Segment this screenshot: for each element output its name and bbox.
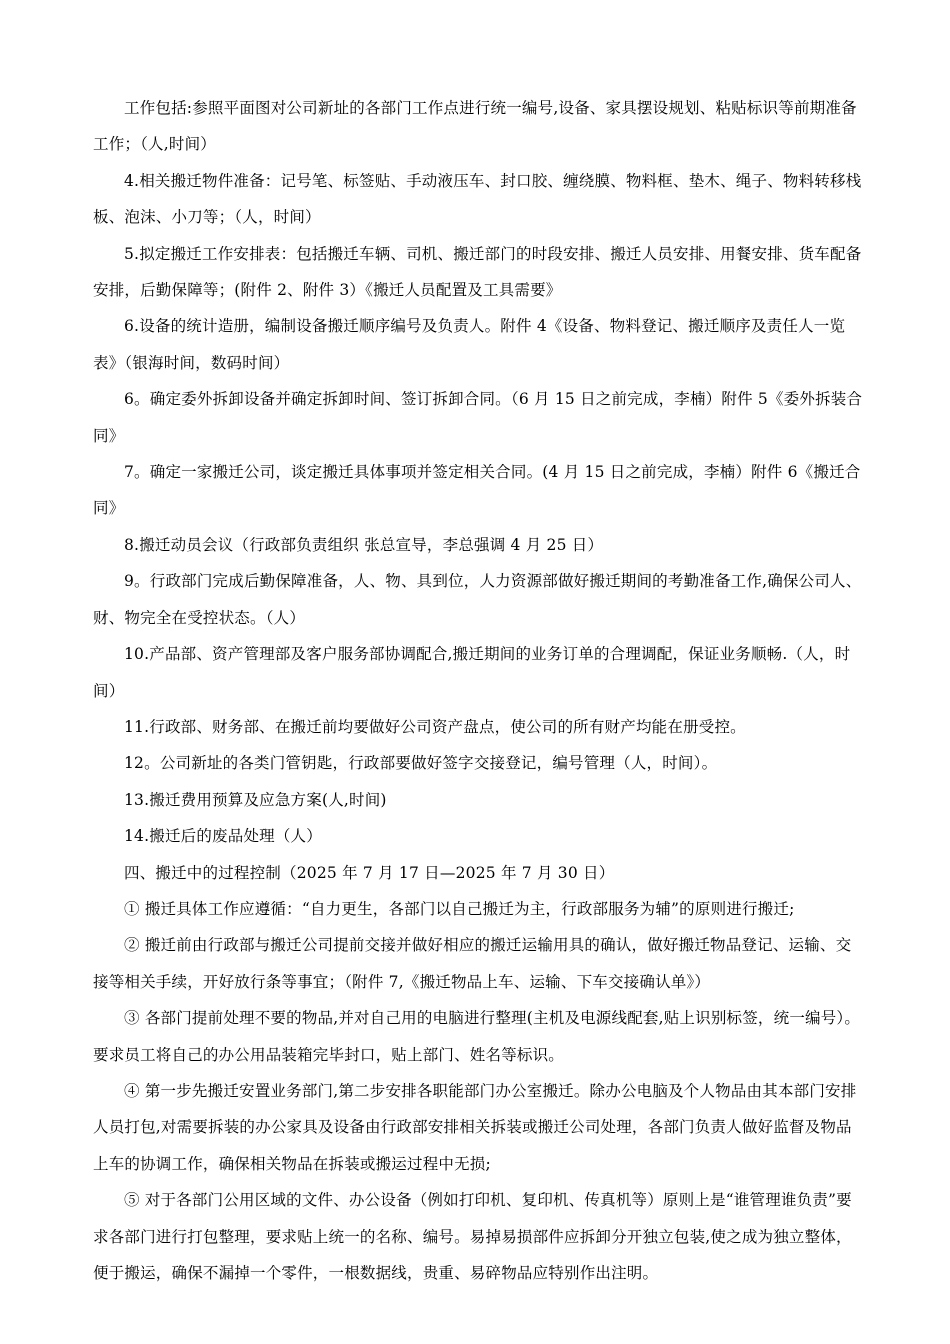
document-body — [93, 90, 863, 1291]
paragraph-item-9: 9。行政部门完成后勤保障准备，人、物、具到位，人力资源部做好搬迁期间的考勤准备工作,确保公司人、财、物完全在受控状态。（人） — [93, 572, 862, 627]
paragraph-preparation-work: 工作包括:参照平面图对公司新址的各部门工作点进行统一编号,设备、家具摆设规划、粘贴标识等前期准备工作；（人,时间） — [93, 99, 857, 154]
paragraph-item-7: 7。确定一家搬迁公司，谈定搬迁具体事项并签定相关合同。(4 月 15 日之前完成，李楠）附件 6《搬迁合同》 — [93, 463, 861, 518]
paragraph-circled-2: ② 搬迁前由行政部与搬迁公司提前交接并做好相应的搬迁运输用具的确认，做好搬迁物品登记、运输、交接等相关手续，开好放行条等事宜；（附件 7,《搬迁物品上车、运输、下车交接确认单》） — [93, 936, 852, 991]
paragraph-item-6a: 6.设备的统计造册，编制设备搬迁顺序编号及负责人。附件 4《设备、物料登记、搬迁顺序及责任人一览表》（银海时间，数码时间） — [93, 317, 846, 372]
paragraph-circled-3: ③ 各部门提前处理不要的物品,并对自己用的电脑进行整理(主机及电源线配套,贴上识别标签，统一编号）。要求员工将自己的办公用品装箱完毕封口，贴上部门、姓名等标识。 — [93, 1009, 861, 1064]
paragraph-item-10: 10.产品部、资产管理部及客户服务部协调配合,搬迁期间的业务订单的合理调配，保证业务顺畅.（人，时间） — [93, 645, 851, 700]
paragraph-item-12: 12。公司新址的各类门管钥匙，行政部要做好签字交接登记，编号管理（人，时间）。 — [124, 754, 718, 773]
paragraph-item-14: 14.搬迁后的废品处理（人） — [124, 827, 322, 846]
paragraph-circled-1: ① 搬迁具体工作应遵循：“自力更生，各部门以自己搬迁为主，行政部服务为辅”的原则进行搬迁; — [124, 899, 795, 918]
paragraph-item-8: 8.搬迁动员会议（行政部负责组织 张总宣导，李总强调 4 月 25 日） — [124, 535, 604, 554]
paragraph-item-4: 4.相关搬迁物件准备：记号笔、标签贴、手动液压车、封口胶、缠绕膜、物料框、垫木、绳子、物料转移栈板、泡沫、小刀等；（人，时间） — [93, 171, 862, 227]
paragraph-item-11: 11.行政部、财务部、在搬迁前均要做好公司资产盘点，使公司的所有财产均能在册受控。 — [124, 717, 746, 736]
paragraph-item-6b: 6。确定委外拆卸设备并确定拆卸时间、签订拆卸合同。（6 月 15 日之前完成，李楠）附件 5《委外拆装合同》 — [93, 390, 863, 445]
paragraph-item-13: 13.搬迁费用预算及应急方案(人,时间) — [124, 790, 387, 809]
paragraph-circled-5: ⑤ 对于各部门公用区域的文件、办公设备（例如打印机、复印机、传真机等）原则上是“谁管理谁负责”要求各部门进行打包整理，要求贴上统一的名称、编号。易掉易损部件应拆卸分开独立包装,使之成为独立整体，便于搬运，确保不漏掉一个零件，一根数据线，贵重、易碎物品应特别作出注明。 — [93, 1191, 852, 1282]
paragraph-circled-4: ④ 第一步先搬迁安置业务部门,第二步安排各职能部门办公室搬迁。除办公电脑及个人物品由其本部门安排人员打包,对需要拆装的办公家具及设备由行政部安排相关拆装或搬迁公司处理，各部门负责人做好监督及物品上车的协调工作，确保相关物品在拆装或搬运过程中无损; — [93, 1081, 857, 1173]
section-heading-4: 四、搬迁中的过程控制（2025 年 7 月 17 日—2025 年 7 月 30 日） — [124, 863, 615, 882]
paragraph-item-5: 5.拟定搬迁工作安排表：包括搬迁车辆、司机、搬迁部门的时段安排、搬迁人员安排、用餐安排、货车配备安排，后勤保障等；(附件 2、附件 3）《搬迁人员配置及工具需要》 — [93, 244, 862, 300]
